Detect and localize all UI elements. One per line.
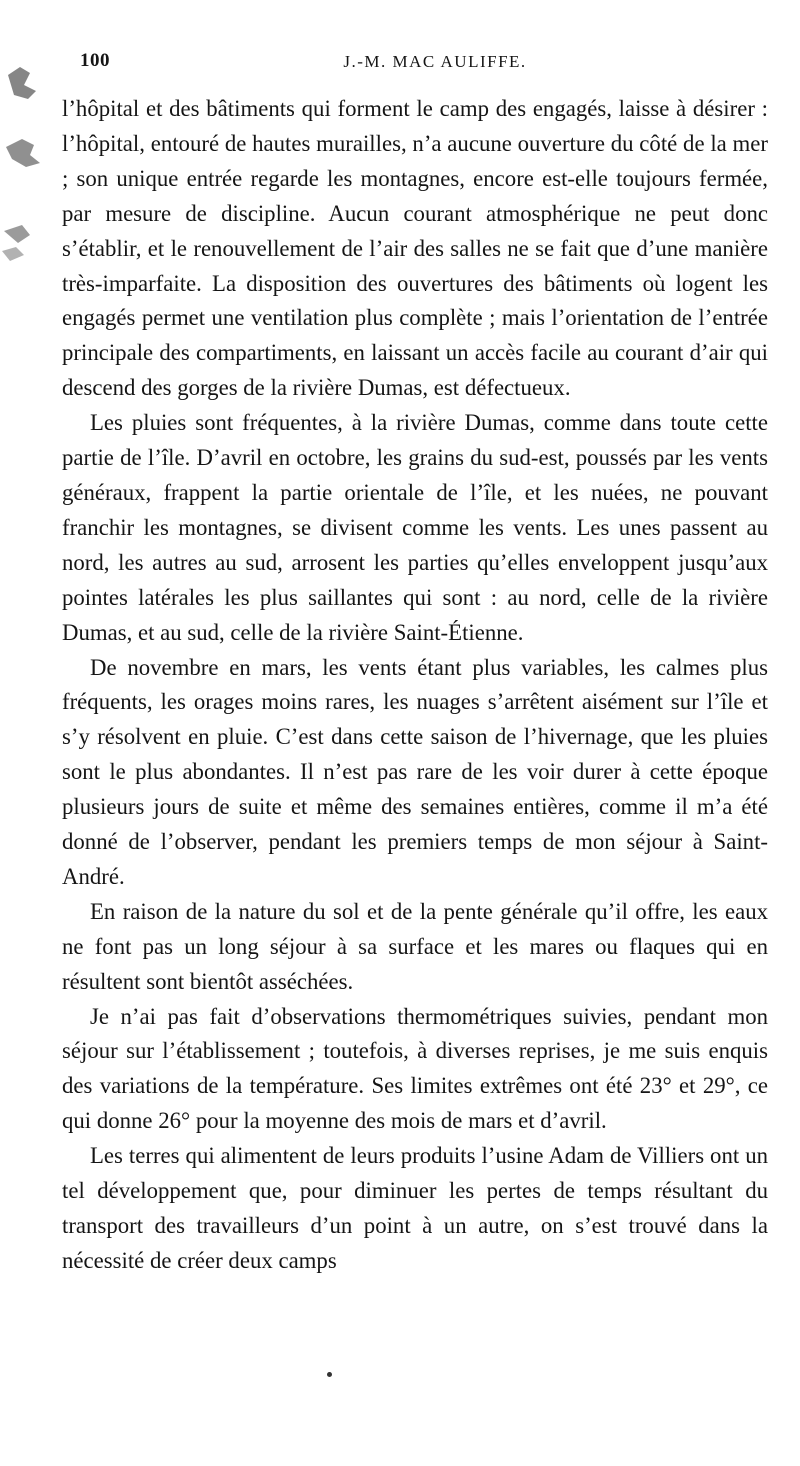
paragraph: Les pluies sont fréquentes, à la rivière Dumas, comme dans toute cette partie de l’île. D’avril en octobre, les grains du sud-est, poussés par les vents généraux, frappent la partie orientale de l’île, et les nuées, ne pouvant franchir les montagnes, se divisent comme les vents. Les unes passent au nord, les autres au sud, arrosent les parties qu’elles enveloppent jusqu’aux pointes latérales les plus saillantes qui sont : au nord, celle de la rivière Dumas, et au sud, celle de la rivière Saint-Étienne. bbox=[62, 410, 768, 645]
paragraph: De novembre en mars, les vents étant plus variables, les calmes plus fréquents, les orages moins rares, les nuages s’arrêtent aisément sur l’île et s’y résolvent en pluie. C’est dans cette saison de l’hivernage, que les pluies sont le plus abondantes. Il n’est pas rare de les voir durer à cette époque plusieurs jours de suite et même des semaines entières, comme il m’a été donné de l’observer, pendant les premiers temps de mon séjour à Saint-André. bbox=[62, 654, 768, 889]
page-header bbox=[62, 50, 768, 80]
running-head: J.-M. MAC AULIFFE. bbox=[343, 52, 527, 71]
paragraph: Les terres qui alimentent de leurs produits l’usine Adam de Villiers ont un tel développement que, pour diminuer les pertes de temps résultant du transport des travailleurs d’un point à un autre, on s’est trouvé dans la nécessité de créer deux camps bbox=[62, 1143, 768, 1273]
paragraph: Je n’ai pas fait d’observations thermométriques suivies, pendant mon séjour sur l’établissement ; toutefois, à diverses reprises, je me suis enquis des variations de la température. Ses limites extrêmes ont été 23° et 29°, ce qui donne 26° pour la moyenne des mois de mars et d’avril. bbox=[62, 1003, 768, 1134]
page-number: 100 bbox=[80, 50, 110, 71]
paragraph: En raison de la nature du sol et de la pente générale qu’il offre, les eaux ne font pas un long séjour à sa surface et les mares ou flaques qui en résultent sont bientôt asséchées. bbox=[62, 898, 768, 994]
ink-stain-margin bbox=[0, 55, 70, 295]
body-text bbox=[62, 92, 768, 1279]
paragraph: l’hôpital et des bâtiments qui forment le camp des engagés, laisse à désirer : l’hôpital, entouré de hautes murailles, n’a aucune ouverture du côté de la mer ; son unique entrée regarde les montagnes, encore est-elle toujours fermée, par mesure de discipline. Aucun courant atmosphérique ne peut donc s’établir, et le renouvellement de l’air des salles ne se fait que d’une manière très-imparfaite. La disposition des ouvertures des bâtiments où logent les engagés permet une ventilation plus complète ; mais l’orientation de l’entrée principale des compartiments, en laissant un accès facile au courant d’air qui descend des gorges de la rivière Dumas, est défectueux. bbox=[62, 96, 768, 401]
page-dot-mark bbox=[327, 1372, 332, 1377]
